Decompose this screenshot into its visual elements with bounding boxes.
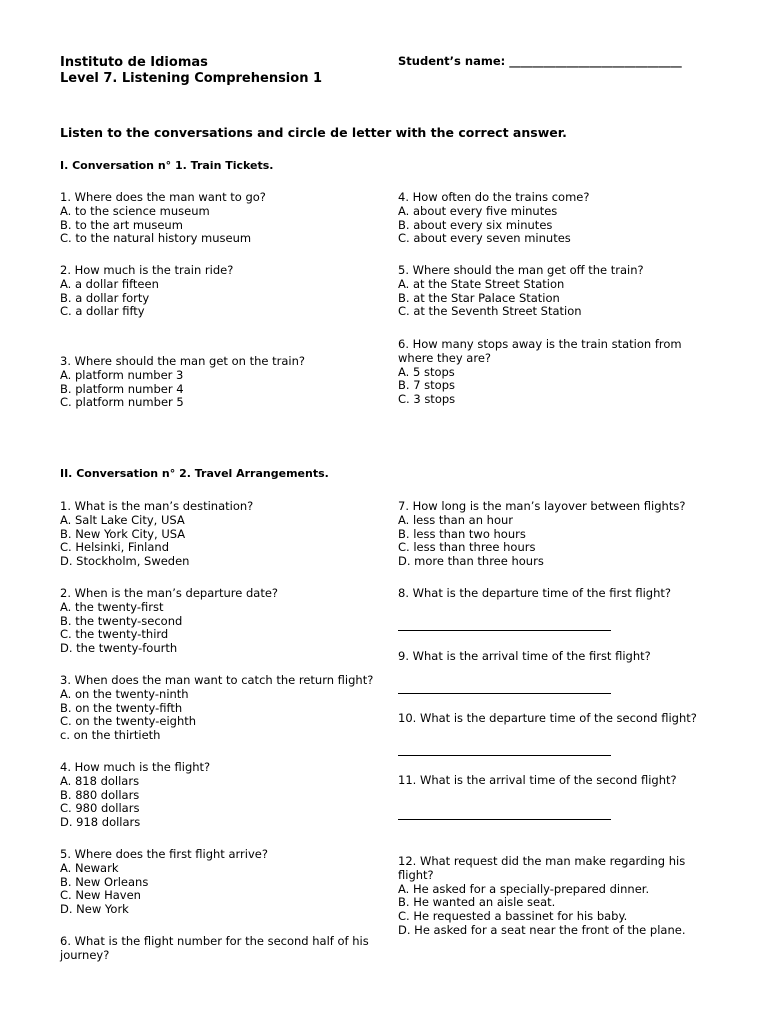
s2-question-6: [60, 935, 370, 963]
option-a: A. Newark: [60, 860, 119, 875]
question-text: 9. What is the arrival time of the first flight?: [398, 649, 651, 663]
question-text: 5. Where does the first flight arrive?: [60, 847, 268, 861]
option-c: C. 3 stops: [398, 392, 456, 407]
option-d: D. 918 dollars: [60, 815, 141, 830]
option-a: A. the twenty-first: [60, 599, 164, 614]
instructions: Listen to the conversations and circle de letter with the correct answer.: [60, 125, 567, 140]
option-b: B. less than two hours: [398, 526, 526, 541]
option-c: C. platform number 5: [60, 395, 184, 410]
s2-question-9: [398, 650, 718, 664]
s2-question-12: [398, 855, 698, 938]
question-text: 4. How often do the trains come?: [398, 190, 590, 204]
s1-question-4: [398, 191, 718, 246]
option-c: C. to the natural history museum: [60, 231, 252, 246]
question-text: 12. What request did the man make regarding his flight?: [398, 854, 686, 882]
option-b: B. on the twenty-fifth: [60, 700, 183, 715]
question-text: 1. Where does the man want to go?: [60, 190, 266, 204]
question-text: 7. How long is the man’s layover between flights?: [398, 499, 686, 513]
option-a: A. He asked for a specially-prepared dinner.: [398, 881, 650, 896]
student-name-field: [398, 54, 682, 68]
s2-question-2: [60, 587, 380, 656]
s2-question-5: [60, 848, 380, 917]
option-a: A. 818 dollars: [60, 773, 140, 788]
option-a: A. less than an hour: [398, 512, 514, 527]
question-text: 4. How much is the flight?: [60, 760, 211, 774]
option-a: A. at the State Street Station: [398, 276, 565, 291]
option-b: B. the twenty-second: [60, 613, 183, 628]
option-c: C. a dollar fifty: [60, 304, 145, 319]
answer-line-9: [398, 693, 611, 694]
option-c: C. Helsinki, Finland: [60, 540, 169, 555]
option-a: A. on the twenty-ninth: [60, 686, 189, 701]
question-text: 11. What is the arrival time of the second flight?: [398, 773, 677, 787]
option-c: C. the twenty-third: [60, 627, 169, 642]
s2-question-10: [398, 712, 718, 726]
option-b: B. 880 dollars: [60, 787, 140, 802]
option-d: D. Stockholm, Sweden: [60, 554, 190, 569]
question-text: 1. What is the man’s destination?: [60, 499, 254, 513]
option-b: B. a dollar forty: [60, 290, 150, 305]
option-a: A. 5 stops: [398, 364, 455, 379]
option-b: B. at the Star Palace Station: [398, 290, 560, 305]
s1-question-2: [60, 264, 380, 319]
option-b: B. about every six minutes: [398, 217, 553, 232]
option-a: A. a dollar fifteen: [60, 276, 159, 291]
question-text: 6. What is the flight number for the second half of his journey?: [60, 934, 369, 962]
option-c: C. He requested a bassinet for his baby.: [398, 909, 628, 924]
option-d: D. more than three hours: [398, 554, 544, 569]
question-text: 6. How many stops away is the train station from where they are?: [398, 337, 682, 365]
s2-question-1: [60, 500, 380, 569]
s1-question-1: [60, 191, 380, 246]
option-b: B. to the art museum: [60, 217, 183, 232]
question-text: 5. Where should the man get off the train?: [398, 263, 644, 277]
s1-question-6: [398, 338, 718, 407]
option-c: C. less than three hours: [398, 540, 536, 555]
option-a: A. about every five minutes: [398, 203, 558, 218]
answer-line-10: [398, 755, 611, 756]
option-d: D. He asked for a seat near the front of the plane.: [398, 922, 686, 937]
section-1-title: I. Conversation n° 1. Train Tickets.: [60, 159, 274, 172]
question-text: 2. When is the man’s departure date?: [60, 586, 279, 600]
option-b: B. platform number 4: [60, 381, 184, 396]
question-text: 2. How much is the train ride?: [60, 263, 234, 277]
option-c: C. on the twenty-eighth: [60, 714, 197, 729]
option-a: A. to the science museum: [60, 203, 210, 218]
s1-question-5: [398, 264, 718, 319]
school-name: Instituto de Idiomas: [60, 55, 208, 70]
option-c: C. New Haven: [60, 888, 141, 903]
s2-question-11: [398, 774, 718, 788]
option-b: B. He wanted an aisle seat.: [398, 895, 556, 910]
question-text: 3. Where should the man get on the train?: [60, 354, 305, 368]
s2-question-8: [398, 587, 718, 601]
option-a: A. Salt Lake City, USA: [60, 512, 185, 527]
question-text: 8. What is the departure time of the first flight?: [398, 586, 671, 600]
option-d: c. on the thirtieth: [60, 728, 161, 743]
s1-question-3: [60, 355, 380, 410]
option-c: C. 980 dollars: [60, 801, 140, 816]
option-c: C. about every seven minutes: [398, 231, 571, 246]
question-text: 3. When does the man want to catch the return flight?: [60, 673, 374, 687]
option-c: C. at the Seventh Street Station: [398, 304, 582, 319]
option-b: B. New York City, USA: [60, 526, 186, 541]
option-b: B. New Orleans: [60, 874, 149, 889]
worksheet-title: Level 7. Listening Comprehension 1: [60, 71, 323, 86]
option-d: D. the twenty-fourth: [60, 641, 178, 656]
s2-question-4: [60, 761, 380, 830]
option-d: D. New York: [60, 902, 129, 917]
student-name-blank: ______________________________: [509, 54, 682, 68]
answer-line-11: [398, 819, 611, 820]
s2-question-3: [60, 674, 380, 743]
question-text: 10. What is the departure time of the second flight?: [398, 711, 697, 725]
option-b: B. 7 stops: [398, 378, 456, 393]
option-a: A. platform number 3: [60, 367, 184, 382]
answer-line-8: [398, 630, 611, 631]
section-2-title: II. Conversation n° 2. Travel Arrangements.: [60, 467, 329, 480]
s2-question-7: [398, 500, 718, 569]
student-name-label: Student’s name:: [398, 54, 510, 68]
